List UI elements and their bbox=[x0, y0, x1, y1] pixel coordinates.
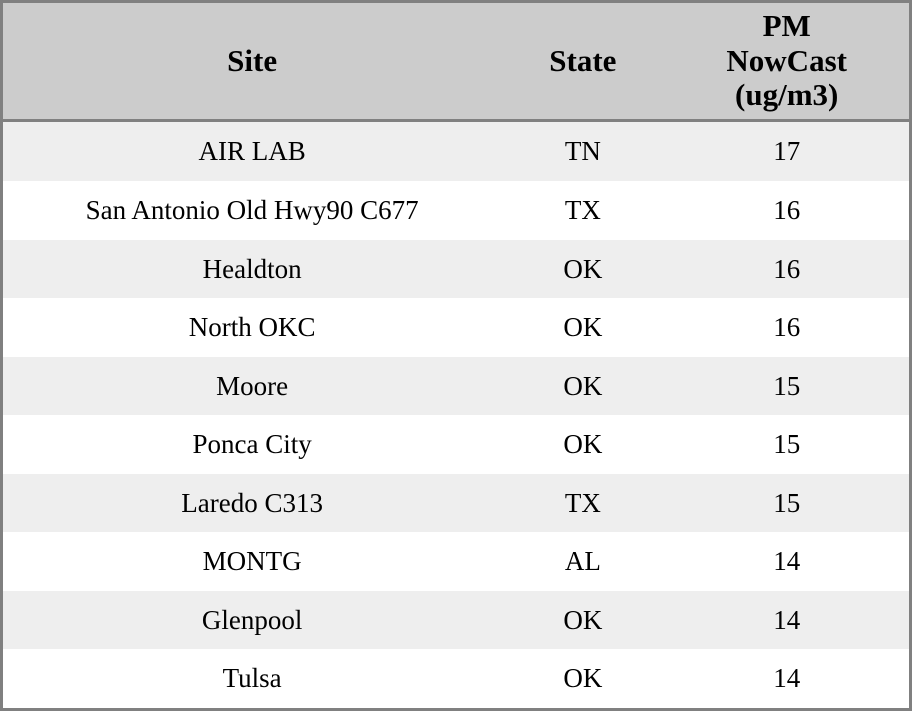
table-row bbox=[3, 357, 909, 416]
cell-state: OK bbox=[563, 429, 603, 460]
table-header bbox=[3, 3, 909, 121]
column-header-state bbox=[501, 3, 664, 121]
cell-pm-nowcast: 14 bbox=[773, 604, 801, 635]
cell-pm-nowcast: 17 bbox=[773, 136, 801, 167]
table-body bbox=[3, 121, 909, 708]
table-row bbox=[3, 240, 909, 299]
table-row bbox=[3, 181, 909, 240]
cell-site: AIR LAB bbox=[198, 136, 306, 167]
cell-pm-nowcast: 15 bbox=[773, 429, 801, 460]
cell-state: OK bbox=[563, 604, 603, 635]
column-header-pm-nowcast-line-1: PM bbox=[762, 8, 811, 43]
cell-state: OK bbox=[563, 370, 603, 401]
pm-nowcast-table bbox=[3, 3, 909, 708]
column-header-site-line-1: Site bbox=[227, 42, 278, 78]
table-header-row bbox=[3, 3, 909, 121]
table-row bbox=[3, 415, 909, 474]
table-row bbox=[3, 298, 909, 357]
cell-site: Moore bbox=[216, 370, 289, 401]
cell-pm-nowcast: 15 bbox=[773, 370, 801, 401]
cell-state: OK bbox=[563, 663, 603, 694]
cell-site: Tulsa bbox=[222, 663, 282, 694]
cell-pm-nowcast: 16 bbox=[773, 312, 801, 343]
cell-state: TN bbox=[564, 136, 601, 167]
column-header-pm-nowcast-line-2: NowCast bbox=[726, 42, 847, 78]
cell-state: TX bbox=[564, 195, 601, 226]
table-row bbox=[3, 591, 909, 650]
cell-pm-nowcast: 16 bbox=[773, 253, 801, 284]
cell-state: TX bbox=[564, 487, 601, 518]
cell-site: North OKC bbox=[188, 312, 316, 343]
table-row bbox=[3, 649, 909, 708]
cell-pm-nowcast: 16 bbox=[773, 195, 801, 226]
cell-site: Healdton bbox=[202, 253, 302, 284]
cell-site: San Antonio Old Hwy90 C677 bbox=[85, 195, 419, 226]
column-header-pm-nowcast-line-3: (ug/m3) bbox=[735, 77, 839, 113]
table-row bbox=[3, 474, 909, 533]
cell-site: MONTG bbox=[202, 546, 302, 577]
column-header-pm-nowcast bbox=[664, 3, 909, 121]
cell-state: OK bbox=[563, 312, 603, 343]
cell-state: AL bbox=[564, 546, 601, 577]
column-header-state-line-1: State bbox=[549, 42, 617, 78]
cell-state: OK bbox=[563, 253, 603, 284]
cell-pm-nowcast: 15 bbox=[773, 487, 801, 518]
cell-site: Ponca City bbox=[192, 429, 312, 460]
cell-pm-nowcast: 14 bbox=[773, 663, 801, 694]
cell-site: Laredo C313 bbox=[181, 487, 323, 518]
table-row bbox=[3, 532, 909, 591]
cell-pm-nowcast: 14 bbox=[773, 546, 801, 577]
table-row bbox=[3, 121, 909, 182]
column-header-site bbox=[3, 3, 501, 121]
cell-site: Glenpool bbox=[201, 604, 303, 635]
